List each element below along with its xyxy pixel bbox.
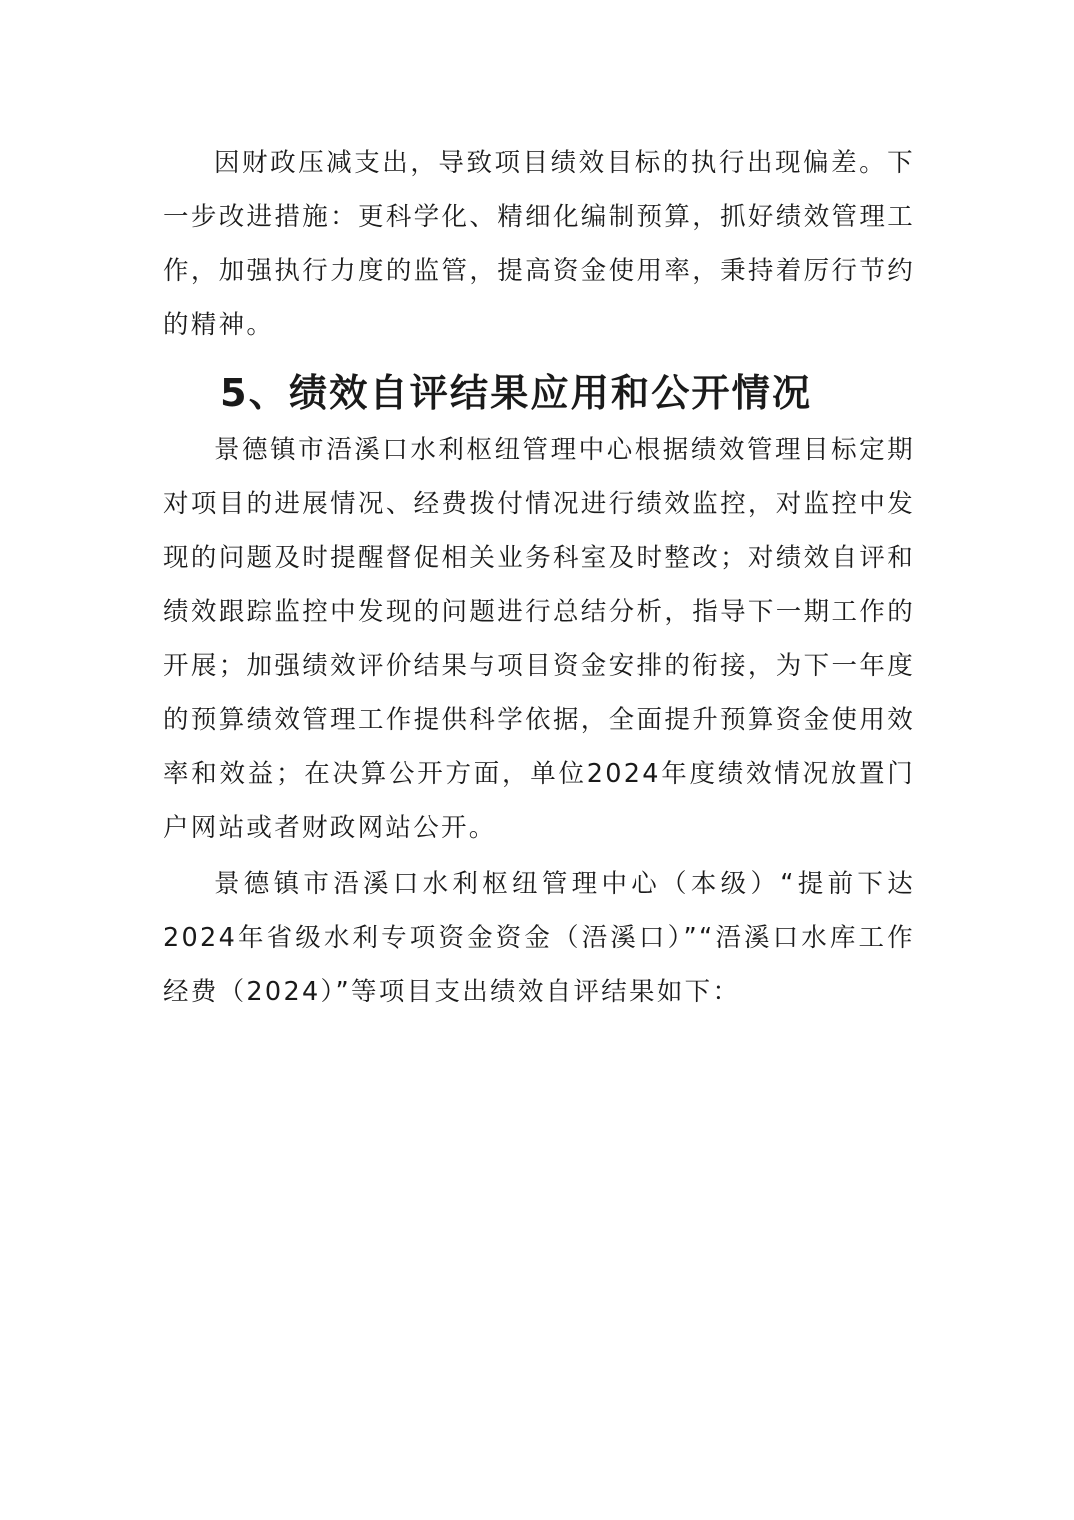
paragraph-results-application: 景德镇市浯溪口水利枢纽管理中心根据绩效管理目标定期对项目的进展情况、经费拨付情况进行绩效监控，对监控中发现的问题及时提醒督促相关业务科室及时整改；对绩效自评和绩效跟踪监控中发现的问题进行总结分析，指导下一期工作的开展；加强绩效评价结果与项目资金安排的衔接，为下一年度的预算绩效管理工作提供科学依据，全面提升预算资金使用效率和效益；在决算公开方面，单位2024年度绩效情况放置门户网站或者财政网站公开。 [163, 435, 915, 843]
spacer [163, 352, 915, 367]
paragraph-improvement-measures: 因财政压减支出，导致项目绩效目标的执行出现偏差。下一步改进措施：更科学化、精细化编制预算，抓好绩效管理工作，加强执行力度的监管，提高资金使用率，秉持着厉行节约的精神。 [163, 148, 915, 340]
document-body [163, 136, 915, 1019]
paragraph-self-evaluation-results: 景德镇市浯溪口水利枢纽管理中心（本级）“提前下达2024年省级水利专项资金资金（浯溪口）”“浯溪口水库工作经费（2024）”等项目支出绩效自评结果如下： [163, 869, 915, 1007]
section-heading: 5、绩效自评结果应用和公开情况 [220, 371, 813, 416]
